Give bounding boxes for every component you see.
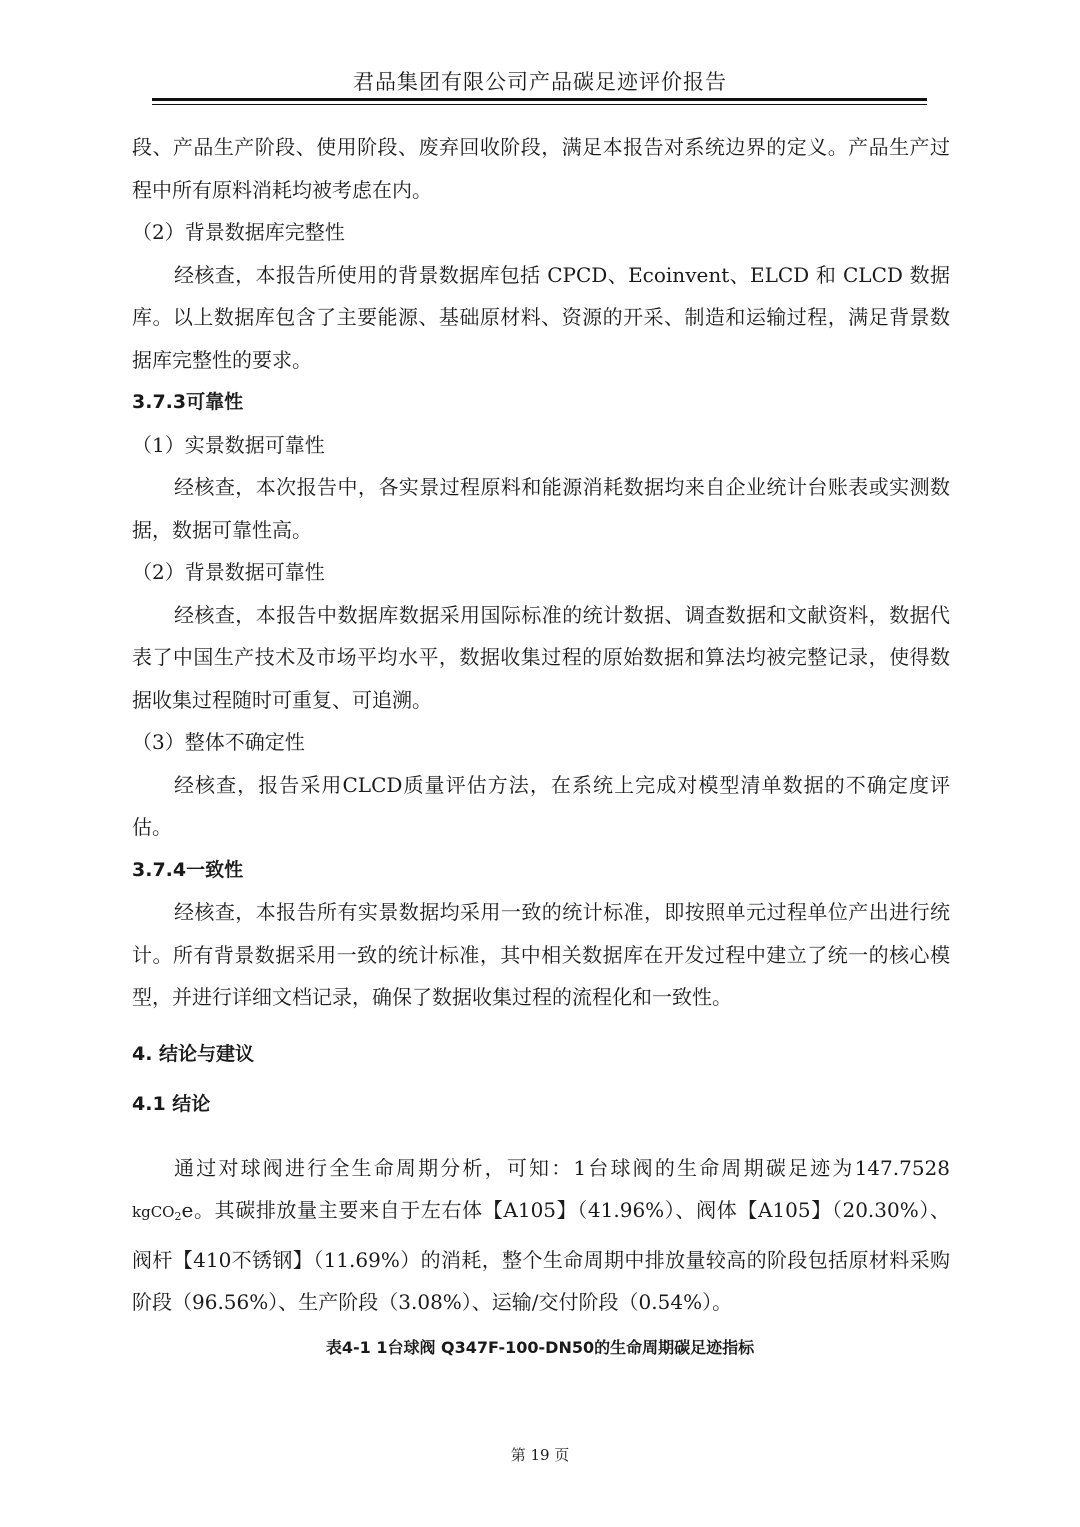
item-overall-uncertainty: （3）整体不确定性 — [132, 730, 305, 754]
section-heading-4-1: 4.1 结论 — [132, 1092, 211, 1115]
header-rule-thick — [152, 98, 927, 101]
conclusion-text-b: 。其碳排放量主要来自于左右体【A105】（41.96%）、阀体【A105】（20.30%）、阀杆【410不锈钢】（11.69%）的消耗，整个生命周期中排放量较高的阶段包括原材料采购阶段（96.56%）、生产阶段（3.08%）、运输/交付阶段（0.54%）。 — [132, 1198, 950, 1314]
conclusion-text-a: 通过对球阀进行全生命周期分析，可知：1台球阀的生命周期碳足迹为147.7528 — [174, 1155, 950, 1180]
report-header-title: 君品集团有限公司产品碳足迹评价报告 — [353, 70, 727, 94]
paragraph-system-boundary: 段、产品生产阶段、使用阶段、废弃回收阶段，满足本报告对系统边界的定义。产品生产过程中所有原料消耗均被考虑在内。 — [132, 135, 950, 202]
unit-kgco2e: kgCO$_2$ — [132, 1203, 182, 1223]
paragraph-background-databases: 经核查，本报告所使用的背景数据库包括 CPCD、Ecoinvent、ELCD 和 CLCD 数据库。以上数据库包含了主要能源、基础原材料、资源的开采、制造和运输过程，满足背景数据库完整性的要求。 — [132, 262, 950, 372]
paragraph-real-data-reliability: 经核查，本次报告中，各实景过程原料和能源消耗数据均来自企业统计台账表或实测数据，数据可靠性高。 — [132, 475, 950, 542]
paragraph-consistency: 经核查，本报告所有实景数据均采用一致的统计标准，即按照单元过程单位产出进行统计。所有背景数据采用一致的统计标准，其中相关数据库在开发过程中建立了统一的核心模型，并进行详细文档记录，确保了数据收集过程的流程化和一致性。 — [132, 900, 950, 1009]
paragraph-background-reliability: 经核查，本报告中数据库数据采用国际标准的统计数据、调查数据和文献资料，数据代表了中国生产技术及市场平均水平，数据收集过程的原始数据和算法均被完整记录，使得数据收集过程随时可重复、可追溯。 — [132, 602, 950, 712]
paragraph-conclusion: 通过对球阀进行全生命周期分析，可知：1台球阀的生命周期碳足迹为147.7528 kgCO$_2$e。其碳排放量主要来自于左右体【A105】（41.96%）、阀体【A105】（20.30%）、阀杆【410不锈钢】（11.69%）的消耗，整个生命周期中排放量较高的阶段包括原材料采购阶段（96.56%）、生产阶段（3.08%）、运输/交付阶段（0.54%）。 — [132, 1155, 950, 1314]
item-background-completeness: （2）背景数据库完整性 — [132, 220, 345, 244]
item-background-reliability: （2）背景数据可靠性 — [132, 560, 325, 584]
paragraph-uncertainty: 经核查，报告采用CLCD质量评估方法，在系统上完成对模型清单数据的不确定度评估。 — [132, 772, 950, 839]
page-number: 第 19 页 — [510, 1446, 570, 1464]
table-caption: 表4-1 1台球阀 Q347F-100-DN50的生命周期碳足迹指标 — [325, 1338, 755, 1357]
item-real-data-reliability: （1）实景数据可靠性 — [132, 432, 325, 457]
header-rule-thin — [152, 104, 927, 105]
section-heading-4: 4. 结论与建议 — [132, 1042, 255, 1065]
page-body — [132, 126, 950, 1324]
section-heading-3-7-3: 3.7.3可靠性 — [132, 391, 244, 413]
section-heading-3-7-4: 3.7.4一致性 — [132, 858, 244, 881]
